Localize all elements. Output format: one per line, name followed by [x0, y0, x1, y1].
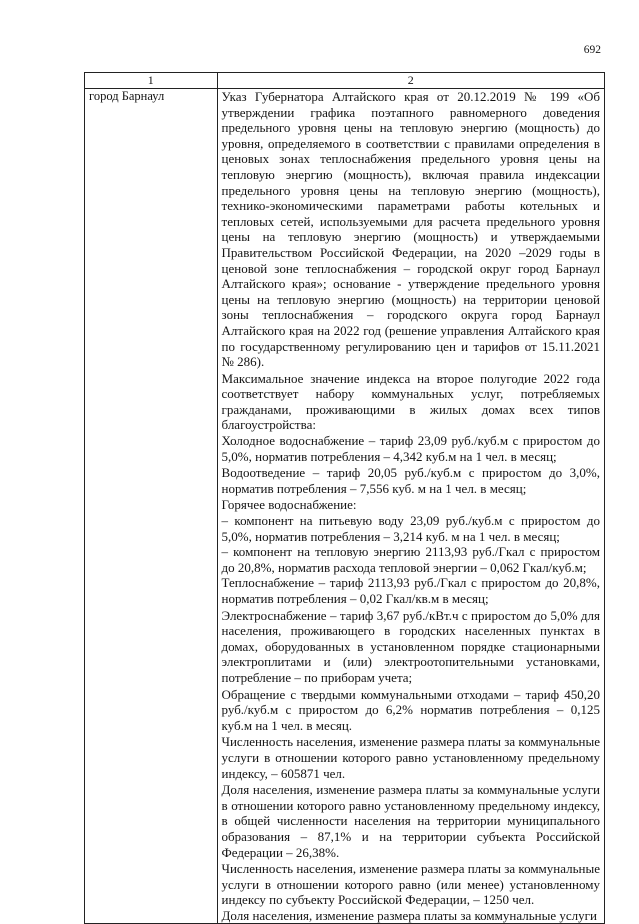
paragraph-decree: Указ Губернатора Алтайского края от 20.12.2019 № 199 «Об утверждении графика поэтапного равномерного доведения предельного уровня цены на тепловую энергию (мощность) до уровня, определяемого в соответствии с правилами определения в ценовых зонах теплоснабжения предельного уровня цены на тепловую энергию (мощность), включая правила индексации предельного уровня цены на тепловую энергию (мощность), технико-экономическими параметрами работы котельных и тепловых сетей, используемыми для расчета предельного уровня цены на тепловую энергию (мощность) и утверждаемыми Правительством Российской Федерации, на 2020 –2029 годы в ценовой зоне теплоснабжения – городской округ город Барнаул Алтайского края»; основание - утверждение предельного уровня цены на тепловую энергию (мощность) на территории ценовой зоны теплоснабжения – городского округа город Барнаул Алтайского края на 2022 год (решение управления Алтайского края по государственному регулированию цен и тарифов от 15.11.2021 № 286).	[221, 89, 600, 370]
table-row	[85, 89, 605, 924]
paragraph-share-less: Доля населения, изменение размера платы за коммунальные услуги	[221, 907, 597, 923]
content-cell	[217, 89, 604, 924]
paragraph-population-less: Численность населения, изменение размера платы за коммунальные услуги в отношении которого равно (или менее) установленному индексу по субъекту Российской Федерации, – 1250 чел.	[221, 861, 600, 908]
paragraph-electricity: Электроснабжение – тариф 3,67 руб./кВт.ч с приростом до 5,0% для населения, проживающего в городских населенных пунктах в домах, оборудованных в установленном порядке стационарными электроплитами и (или) электроотопительными установками, потребление – по приборам учета;	[221, 607, 600, 685]
column-number-1: 1	[85, 73, 218, 89]
document-table	[84, 72, 605, 924]
paragraph-hot-water-drinking: – компонент на питьевую воду 23,09 руб./куб.м с приростом до 5,0%, норматив потребления – 3,214 куб. м на 1 чел. в месяц;	[221, 513, 600, 544]
paragraph-share-equal: Доля населения, изменение размера платы за коммунальные услуги в отношении которого равно установленному предельному индексу, в общей численности населения на территории муниципального образования – 87,1% и на территории субъекта Российской Федерации – 26,38%.	[221, 782, 600, 860]
paragraph-population-equal: Численность населения, изменение размера платы за коммунальные услуги в отношении которого равно установленному предельному индексу, – 605871 чел.	[221, 734, 600, 781]
paragraph-wastewater: Водоотведение – тариф 20,05 руб./куб.м с приростом до 3,0%, норматив потребления – 7,556 куб. м на 1 чел. в месяц;	[221, 465, 600, 496]
paragraph-hot-water-heat: – компонент на тепловую энергию 2113,93 руб./Гкал с приростом до 20,8%, норматив расхода тепловой энергии – 0,062 Гкал/куб.м;	[221, 544, 600, 575]
paragraph-solid-waste: Обращение с твердыми коммунальными отходами – тариф 450,20 руб./куб.м с приростом до 6,2% норматив потребления – 0,125 куб.м на 1 чел. в месяц.	[221, 686, 600, 733]
paragraph-heating: Теплоснабжение – тариф 2113,93 руб./Гкал с приростом до 20,8%, норматив потребления – 0,02 Гкал/кв.м в месяц;	[221, 575, 600, 606]
paragraph-index-max: Максимальное значение индекса на второе полугодие 2022 года соответствует набору коммунальных услуг, потребляемых гражданами, проживающими в жилых домах всех типов благоустройства:	[221, 370, 600, 433]
page-number: 692	[583, 44, 601, 56]
paragraph-hot-water: Горячее водоснабжение:	[221, 497, 357, 513]
table-header-row	[85, 73, 605, 89]
city-cell: город Барнаул	[85, 89, 218, 924]
paragraph-cold-water: Холодное водоснабжение – тариф 23,09 руб./куб.м с приростом до 5,0%, норматив потребления – 4,342 куб.м на 1 чел. в месяц;	[221, 433, 600, 464]
column-number-2: 2	[217, 73, 604, 89]
